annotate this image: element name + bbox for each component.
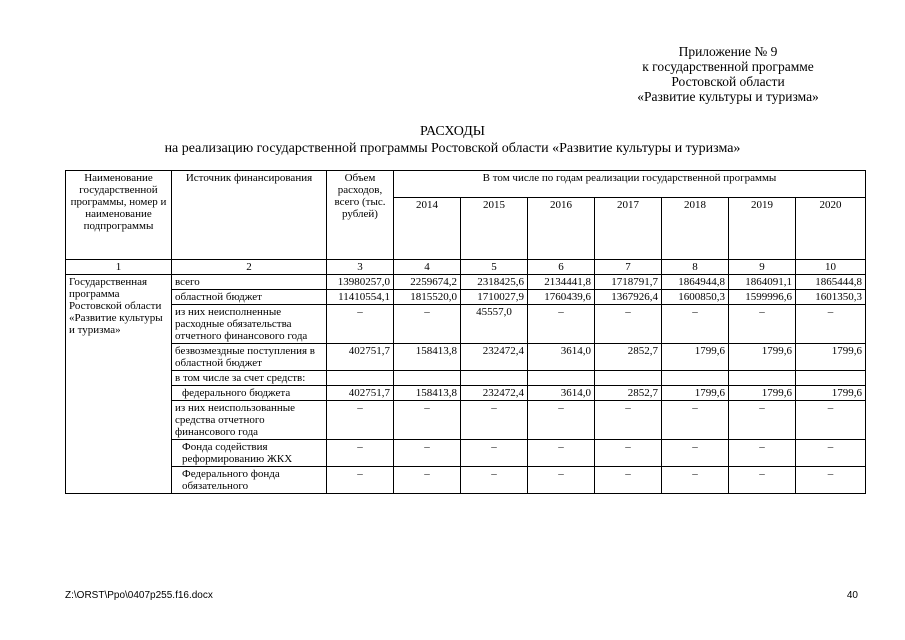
expenses-table bbox=[65, 170, 866, 494]
total-cell: 11410554,1 bbox=[327, 290, 394, 305]
header-program-name: Наименование государственной программы, номер и наименование подпрограммы bbox=[66, 171, 172, 260]
year-cell: 232472,4 bbox=[461, 386, 528, 401]
source-cell: областной бюджет bbox=[172, 290, 327, 305]
source-cell: в том числе за счет средств: bbox=[172, 371, 327, 386]
column-number: 2 bbox=[172, 260, 327, 275]
header-year: 2018 bbox=[662, 198, 729, 260]
table-row bbox=[66, 371, 866, 386]
year-cell bbox=[394, 371, 461, 386]
year-cell: 2134441,8 bbox=[528, 275, 595, 290]
header-year: 2015 bbox=[461, 198, 528, 260]
column-number: 9 bbox=[729, 260, 796, 275]
year-cell: 1710027,9 bbox=[461, 290, 528, 305]
table-row bbox=[66, 401, 866, 440]
column-number-row bbox=[66, 260, 866, 275]
annex-line-4: «Развитие культуры и туризма» bbox=[637, 89, 819, 104]
header-year: 2019 bbox=[729, 198, 796, 260]
year-cell: – bbox=[461, 440, 528, 467]
column-number: 7 bbox=[595, 260, 662, 275]
year-cell: – bbox=[528, 467, 595, 494]
year-cell: 2318425,6 bbox=[461, 275, 528, 290]
year-cell: – bbox=[796, 467, 866, 494]
year-cell: – bbox=[662, 440, 729, 467]
header-year: 2016 bbox=[528, 198, 595, 260]
year-cell: 1799,6 bbox=[662, 386, 729, 401]
year-cell: 158413,8 bbox=[394, 386, 461, 401]
annex-line-2: к государственной программе bbox=[642, 59, 814, 74]
total-cell: 402751,7 bbox=[327, 386, 394, 401]
year-cell: 1864944,8 bbox=[662, 275, 729, 290]
year-cell: – bbox=[394, 305, 461, 344]
year-cell: 1799,6 bbox=[662, 344, 729, 371]
year-cell bbox=[796, 371, 866, 386]
year-cell: 2852,7 bbox=[595, 344, 662, 371]
year-cell: – bbox=[595, 440, 662, 467]
annex-line-3: Ростовской области bbox=[671, 74, 785, 89]
total-cell: – bbox=[327, 401, 394, 440]
source-cell: федерального бюджета bbox=[172, 386, 327, 401]
total-cell: – bbox=[327, 305, 394, 344]
year-cell: 1600850,3 bbox=[662, 290, 729, 305]
year-cell: – bbox=[662, 467, 729, 494]
year-cell: – bbox=[461, 467, 528, 494]
table-row bbox=[66, 467, 866, 494]
total-cell: – bbox=[327, 440, 394, 467]
year-cell: – bbox=[796, 440, 866, 467]
header-year: 2017 bbox=[595, 198, 662, 260]
year-cell: 158413,8 bbox=[394, 344, 461, 371]
year-cell: 1865444,8 bbox=[796, 275, 866, 290]
table-row bbox=[66, 305, 866, 344]
program-name-cell: Государственная программа Ростовской области «Развитие культуры и туризма» bbox=[66, 275, 172, 494]
year-cell: – bbox=[729, 440, 796, 467]
header-total: Объем расходов, всего (тыс. рублей) bbox=[327, 171, 394, 260]
source-cell: безвозмездные поступления в областной бюджет bbox=[172, 344, 327, 371]
year-cell bbox=[595, 371, 662, 386]
year-cell: – bbox=[394, 467, 461, 494]
year-cell: – bbox=[595, 305, 662, 344]
document-subtitle: на реализацию государственной программы Ростовской области «Развитие культуры и туризма» bbox=[164, 141, 741, 156]
header-years-group: В том числе по годам реализации государственной программы bbox=[394, 171, 866, 198]
year-cell: 2852,7 bbox=[595, 386, 662, 401]
year-cell: 1799,6 bbox=[729, 344, 796, 371]
column-number: 5 bbox=[461, 260, 528, 275]
year-cell: 1599996,6 bbox=[729, 290, 796, 305]
column-number: 10 bbox=[796, 260, 866, 275]
total-cell: 13980257,0 bbox=[327, 275, 394, 290]
table-row bbox=[66, 386, 866, 401]
source-cell: всего bbox=[172, 275, 327, 290]
year-cell: 1815520,0 bbox=[394, 290, 461, 305]
document-title: РАСХОДЫ bbox=[420, 124, 485, 139]
year-cell bbox=[528, 371, 595, 386]
year-cell: 1799,6 bbox=[729, 386, 796, 401]
year-cell: – bbox=[528, 401, 595, 440]
column-number: 8 bbox=[662, 260, 729, 275]
year-cell bbox=[662, 371, 729, 386]
header-year: 2014 bbox=[394, 198, 461, 260]
column-number: 4 bbox=[394, 260, 461, 275]
table-row bbox=[66, 440, 866, 467]
source-cell: Федерального фонда обязательного bbox=[172, 467, 327, 494]
year-cell: 1864091,1 bbox=[729, 275, 796, 290]
year-cell: 1718791,7 bbox=[595, 275, 662, 290]
year-cell: 3614,0 bbox=[528, 344, 595, 371]
source-cell: из них неиспользованные средства отчетного финансового года bbox=[172, 401, 327, 440]
year-cell: 1799,6 bbox=[796, 344, 866, 371]
year-cell: – bbox=[528, 440, 595, 467]
year-cell: – bbox=[796, 401, 866, 440]
table-row bbox=[66, 275, 866, 290]
year-cell: – bbox=[461, 401, 528, 440]
year-cell: – bbox=[528, 305, 595, 344]
column-number: 1 bbox=[66, 260, 172, 275]
year-cell: – bbox=[394, 440, 461, 467]
annex-line-1: Приложение № 9 bbox=[678, 44, 778, 59]
table-row bbox=[66, 344, 866, 371]
file-path: Z:\ORST\Ppo\0407p255.f16.docx bbox=[65, 590, 213, 601]
column-number: 6 bbox=[528, 260, 595, 275]
year-cell: – bbox=[394, 401, 461, 440]
year-cell: 1367926,4 bbox=[595, 290, 662, 305]
year-cell: 232472,4 bbox=[461, 344, 528, 371]
year-cell bbox=[729, 371, 796, 386]
year-cell: 1760439,6 bbox=[528, 290, 595, 305]
year-cell: – bbox=[729, 401, 796, 440]
year-cell: – bbox=[796, 305, 866, 344]
year-cell: 45557,0 bbox=[461, 305, 528, 344]
year-cell: – bbox=[729, 305, 796, 344]
year-cell: – bbox=[662, 401, 729, 440]
table-row bbox=[66, 290, 866, 305]
year-cell: 3614,0 bbox=[528, 386, 595, 401]
year-cell: 1799,6 bbox=[796, 386, 866, 401]
year-cell: – bbox=[595, 401, 662, 440]
year-cell: – bbox=[662, 305, 729, 344]
page-number: 40 bbox=[846, 590, 858, 601]
total-cell: – bbox=[327, 467, 394, 494]
header-year: 2020 bbox=[796, 198, 866, 260]
year-cell: 2259674,2 bbox=[394, 275, 461, 290]
year-cell: 1601350,3 bbox=[796, 290, 866, 305]
total-cell bbox=[327, 371, 394, 386]
column-number: 3 bbox=[327, 260, 394, 275]
year-cell: – bbox=[595, 467, 662, 494]
annex-block bbox=[598, 44, 858, 104]
source-cell: из них неисполненные расходные обязательства отчетного финансового года bbox=[172, 305, 327, 344]
year-cell bbox=[461, 371, 528, 386]
year-cell: – bbox=[729, 467, 796, 494]
total-cell: 402751,7 bbox=[327, 344, 394, 371]
source-cell: Фонда содействия реформированию ЖКХ bbox=[172, 440, 327, 467]
header-source: Источник финансирования bbox=[172, 171, 327, 260]
